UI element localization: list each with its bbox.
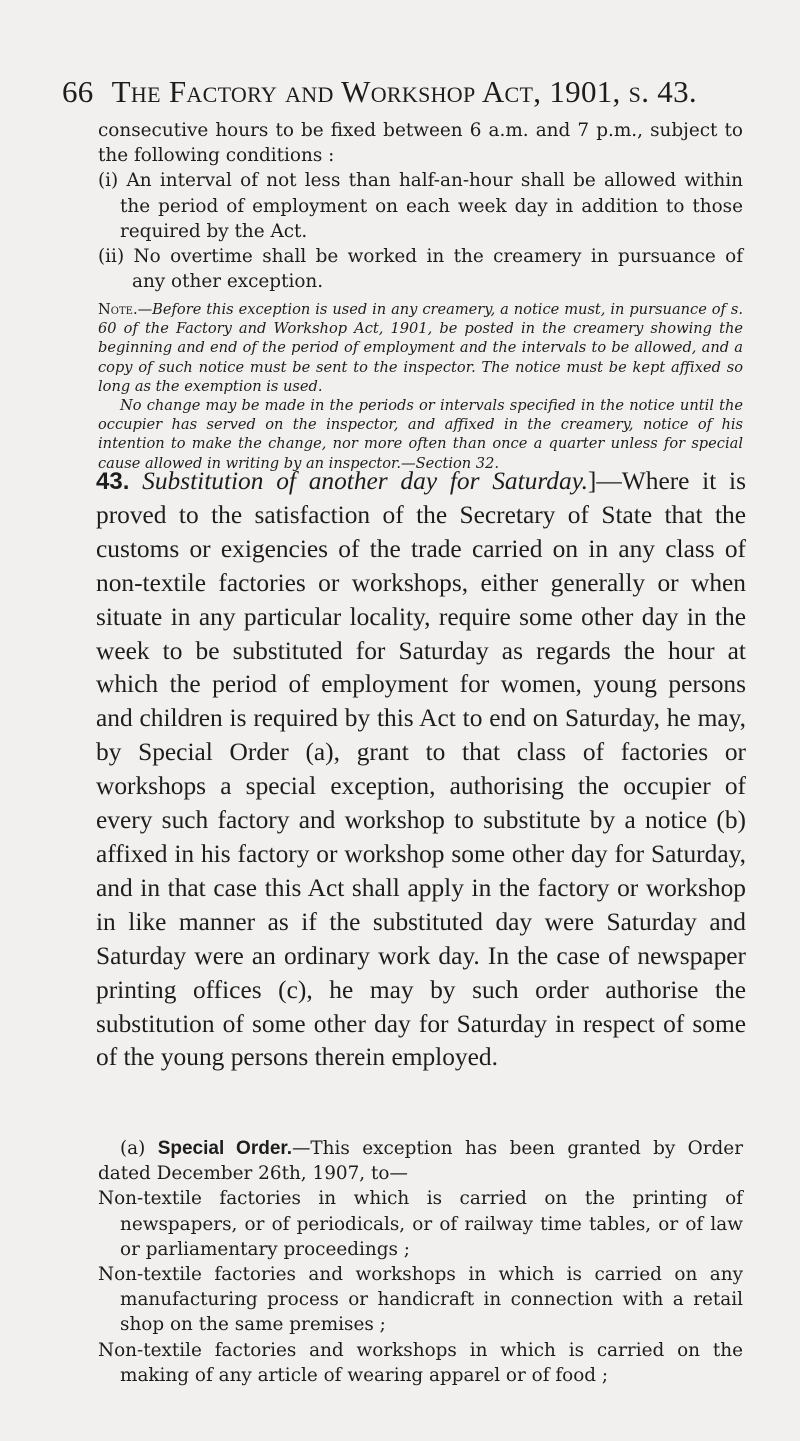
list-item: Non-textile factories and workshops in which is carried on the making of any article of wearing apparel or of food ; xyxy=(98,1339,743,1386)
condition-item: (ii) No overtime shall be worked in the creamery in pursuance of any other exception. xyxy=(98,246,743,293)
conditions-intro: consecutive hours to be fixed between 6 a.m. and 7 p.m., subject to the following conditions : xyxy=(98,120,743,167)
section-number: 43. xyxy=(96,468,130,495)
page-number: 66 xyxy=(62,74,94,109)
special-order-note xyxy=(98,1136,743,1388)
note-paragraph: No change may be made in the periods or intervals specified in the notice until the occupier has served on the inspector, and affixed in the creamery, notice of his intention to make the change, nor more often than once a quarter unless for special cause allowed in writing by an inspector.—Section 32. xyxy=(98,397,743,472)
footnote-label: (a) xyxy=(120,1138,146,1159)
condition-item: (i) An interval of not less than half-an-hour shall be allowed within the period of employment on each week day in addition to those required by the Act. xyxy=(98,170,743,242)
list-item: Non-textile factories and workshops in which is carried on any manufacturing process or handicraft in connection with a retail shop on the same premises ; xyxy=(98,1264,743,1336)
note-paragraph: Note.—Before this exception is used in any creamery, a notice must, in pursuance of s. 60 of the Factory and Workshop Act, 1901, be posted in the creamery showing the beginning and end of the period of employment and the intervals to be allowed, and a copy of such notice must be sent to the inspector. The notice must be kept affixed so long as the exemption is used. xyxy=(98,301,743,395)
note-label: Note. xyxy=(98,301,138,318)
running-title: The Factory and Workshop Act, 1901, s. 43. xyxy=(111,74,697,109)
section-heading: Substitution of another day for Saturday. xyxy=(142,467,588,495)
special-order-heading: Special Order. xyxy=(157,1138,293,1159)
running-header xyxy=(62,74,762,110)
section-43: 43. Substitution of another day for Saturday.]—Where it is proved to the satisfaction of the Secretary of State that the customs or exigencies of the trade carried on in any class of non-textile factories or workshops, either generally or when situate in any particular locality, require some other day in the week to be substituted for Saturday as regards the hour at which the period of employment for women, young persons and children is required by this Act to end on Saturday, he may, by Special Order (a), grant to that class of factories or workshops a special exception, authorising the occupier of every such factory and workshop to substitute by a notice (b) affixed in his factory or workshop some other day for Saturday, and in that case this Act shall apply in the factory or workshop in like manner as if the substituted day were Saturday and Saturday were an ordinary work day. In the case of newspaper printing offices (c), he may by such order authorise the substitution of some other day for Saturday in respect of some of the young persons therein employed. xyxy=(96,467,746,1072)
section-body: —Where it is proved to the satisfaction of the Secretary of State that the customs or exigencies of the trade carried on in any class of non-textile factories or workshops, either generally or when situate in any particular locality, require some other day in the week to be substituted for Saturday as regards the hour at which the period of employment for women, young persons and children is required by this Act to end on Saturday, he may, by Special Order (a), grant to that class of factories or workshops a special exception, authorising the occupier of every such factory and workshop to substitute by a notice (b) affixed in his factory or workshop some other day for Saturday, and in that case this Act shall apply in the factory or workshop in like manner as if the substituted day were Saturday and Saturday were an ordinary work day. In the case of newspaper printing offices (c), he may by such order authorise the substitution of some other day for Saturday in respect of some of the young persons therein employed. xyxy=(96,467,746,1072)
special-order-lead: (a) Special Order.—This exception has been granted by Order dated December 26th, 1907, to— xyxy=(98,1138,743,1185)
exception-conditions xyxy=(98,118,743,294)
note-block xyxy=(98,300,743,473)
list-item: Non-textile factories in which is carried on the printing of newspapers, or of periodicals, or of railway time tables, or of law or parliamentary proceedings ; xyxy=(98,1188,743,1260)
